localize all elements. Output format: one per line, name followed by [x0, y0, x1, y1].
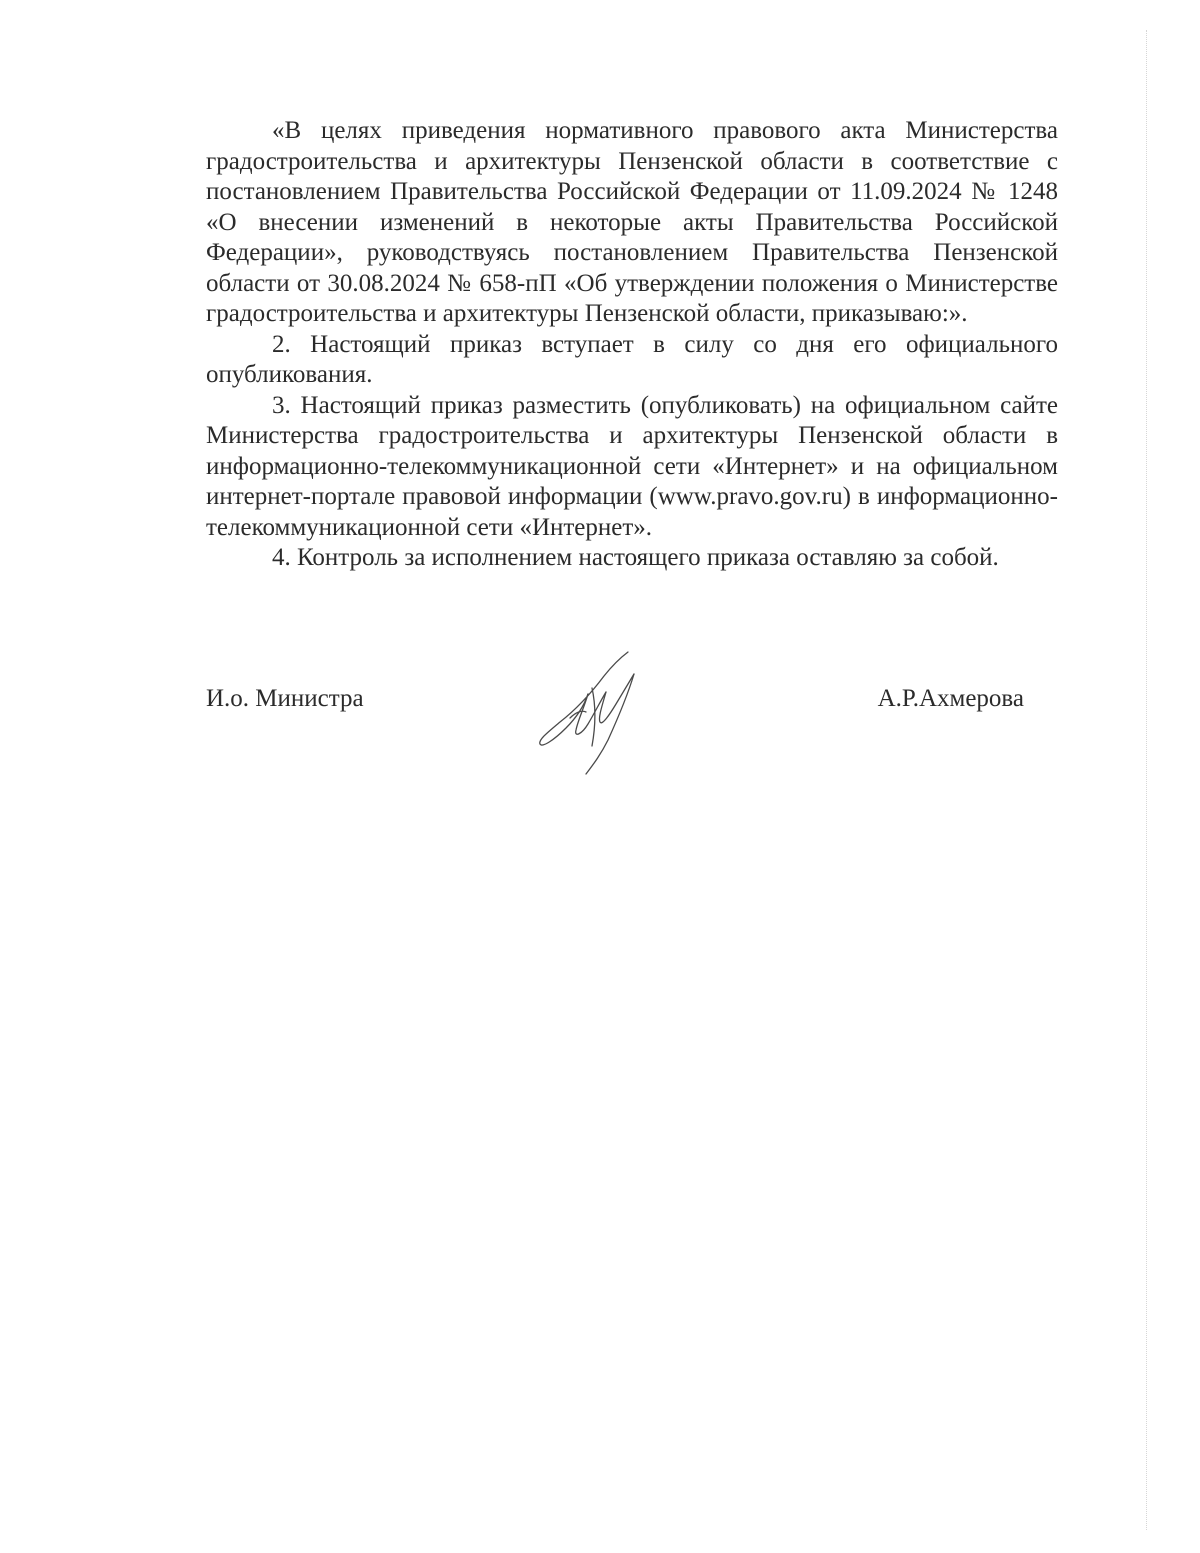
paragraph-item-3: 3. Настоящий приказ разместить (опубликовать) на официальном сайте Министерства градостроительства и архитектуры Пензенской области в информационно-телекоммуникационной сети «Интернет» и на официальном интернет-портале правовой информации (www.pravo.gov.ru) в информационно-телекоммуникационной сети «Интернет». [206, 391, 1058, 541]
signatory-title: И.о. Министра [206, 685, 364, 712]
document-body [206, 116, 1058, 574]
handwritten-signature [530, 648, 650, 776]
paragraph-item-4: 4. Контроль за исполнением настоящего приказа оставляю за собой. [272, 544, 999, 571]
scan-edge-line [1146, 30, 1148, 1530]
paragraph-preamble: «В целях приведения нормативного правового акта Министерства градостроительства и архитектуры Пензенской области в соответствие с постановлением Правительства Российской Федерации от 11.09.2024 № 1248 «О внесении изменений в некоторые акты Правительства Российской Федерации», руководствуясь постановлением Правительства Пензенской области от 30.08.2024 № 658-пП «Об утверждении положения о Министерстве градостроительства и архитектуры Пензенской области, приказываю:». [206, 117, 1058, 327]
signatory-name: А.Р.Ахмерова [877, 685, 1024, 712]
paragraph-item-2: 2. Настоящий приказ вступает в силу со дня его официального опубликования. [206, 330, 1058, 388]
